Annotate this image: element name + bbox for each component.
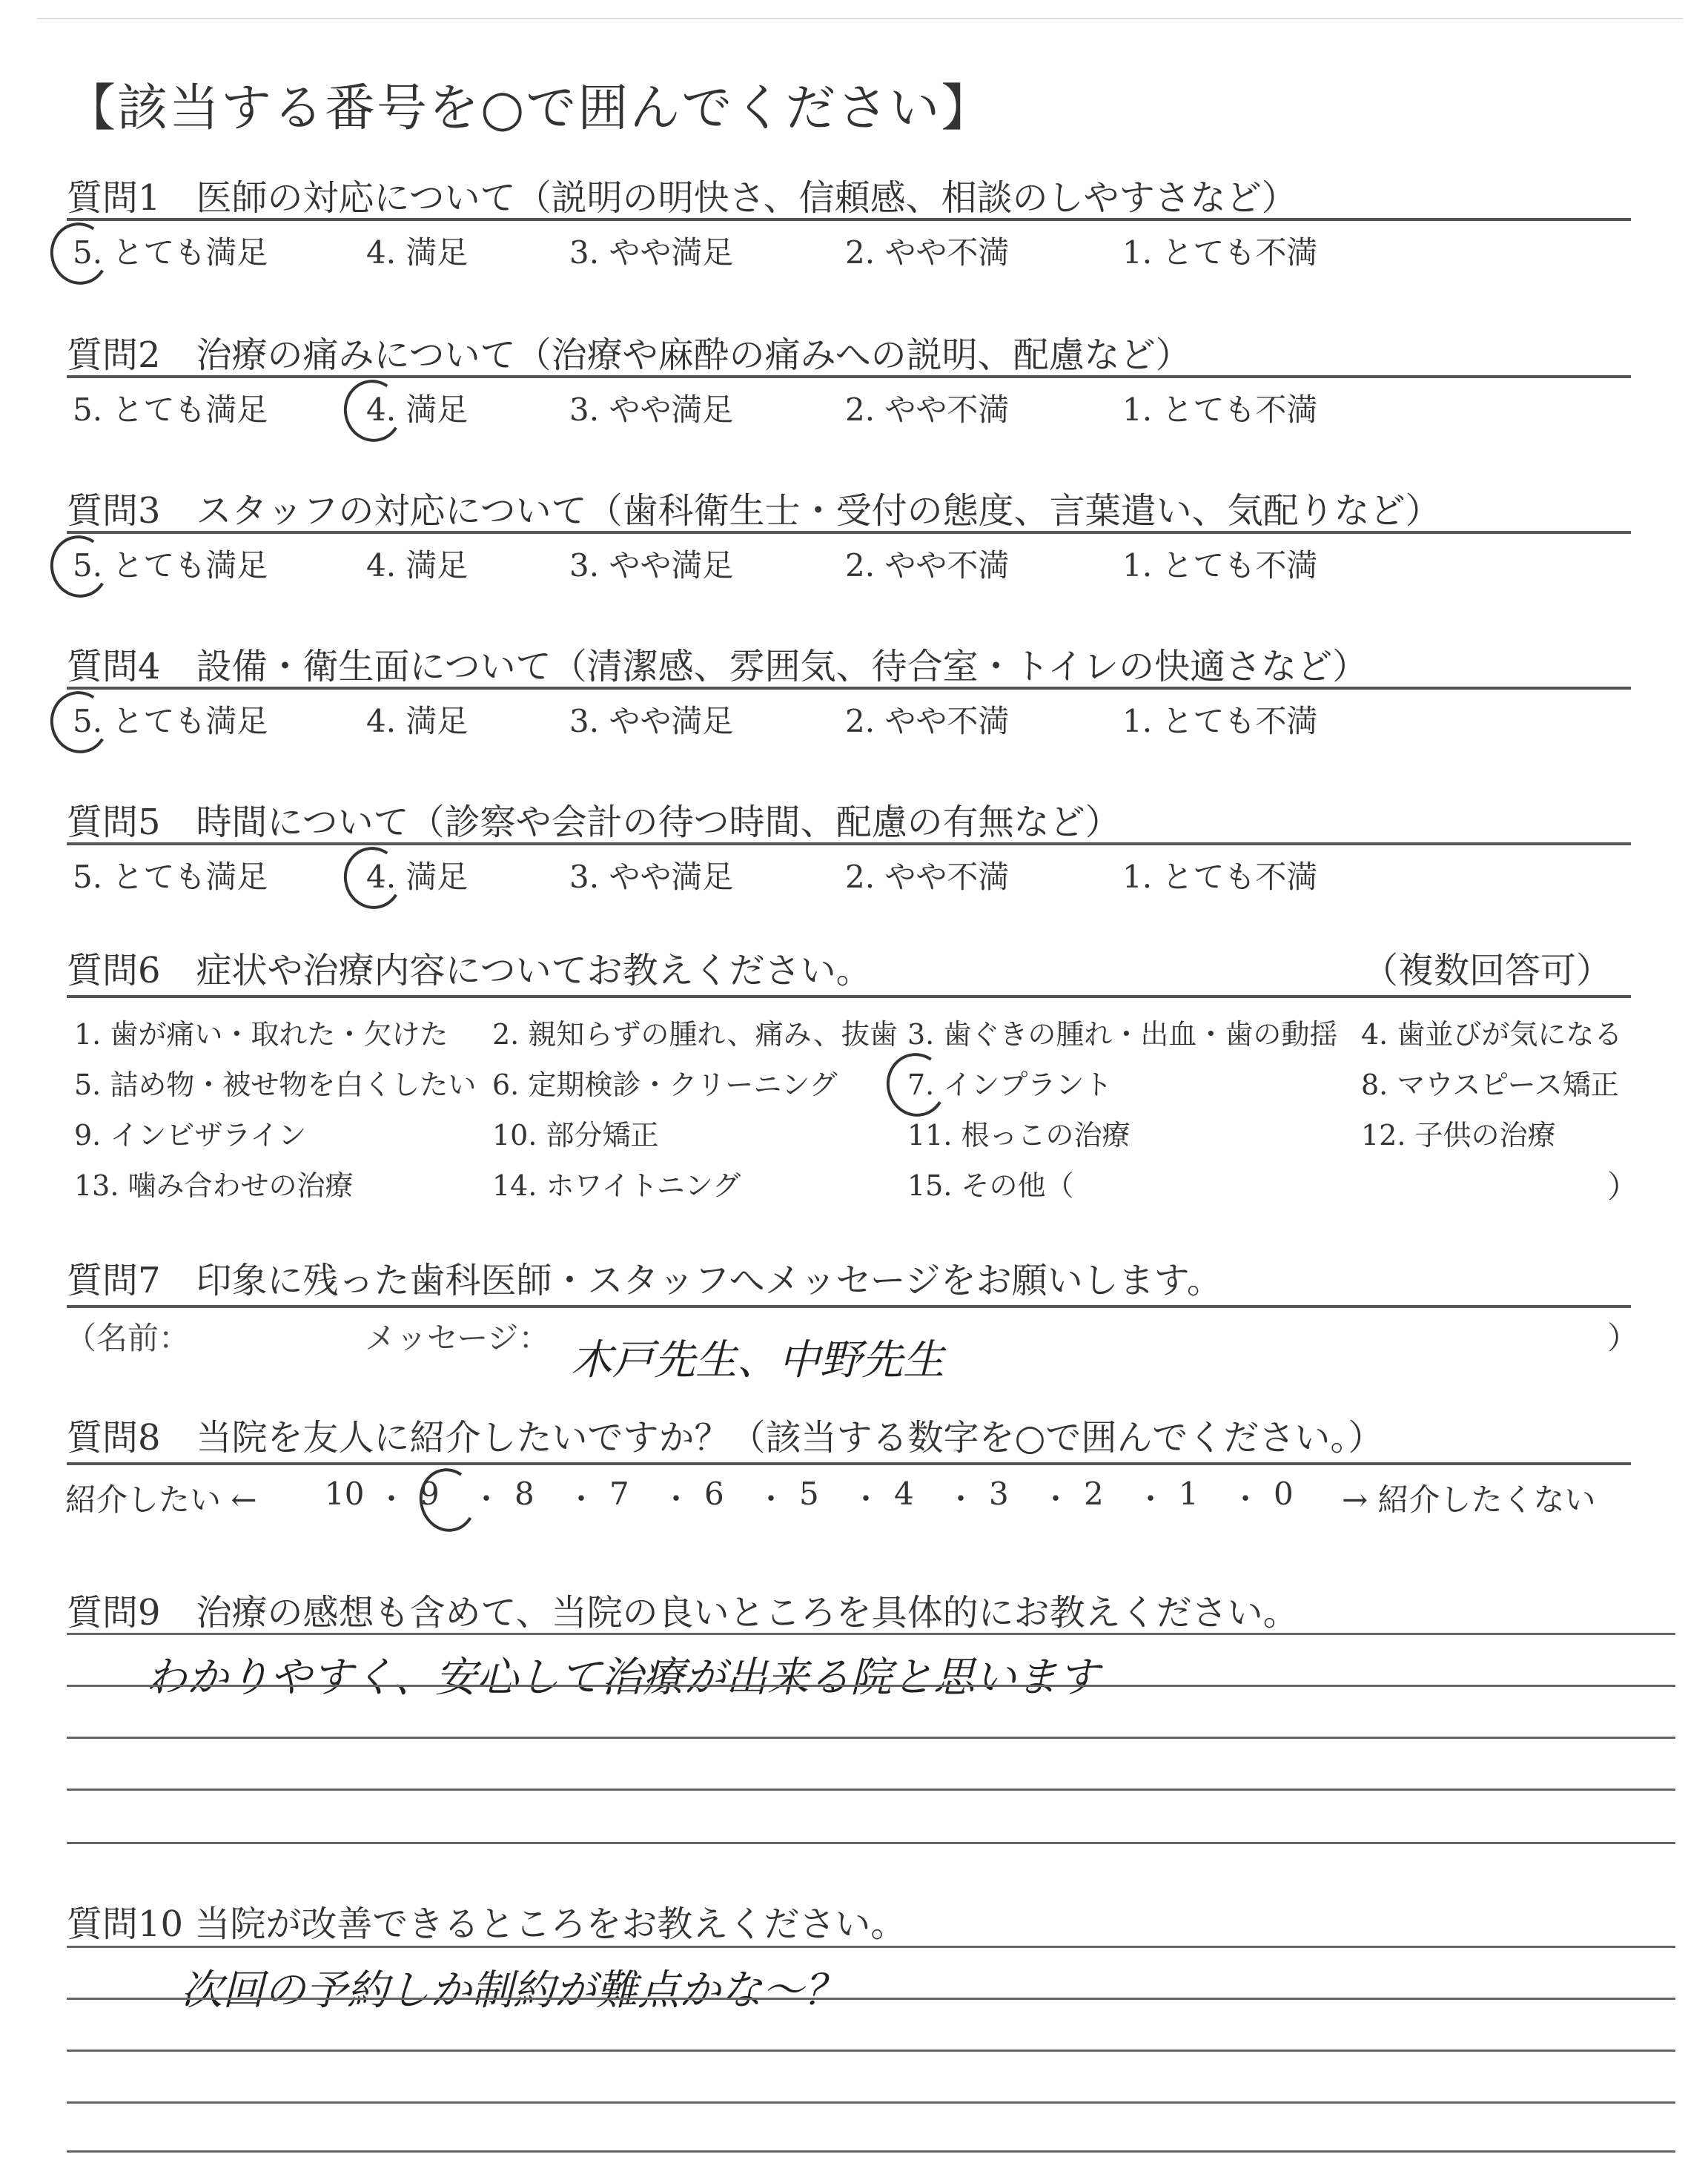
q10-line-4 xyxy=(67,2101,1675,2104)
q8-separator: ・ xyxy=(377,1482,406,1516)
q7-close-paren: ） xyxy=(1607,1320,1639,1356)
q8-separator: ・ xyxy=(851,1482,881,1516)
q6-item-8[interactable]: 8. マウスピース矯正 xyxy=(1361,1069,1619,1101)
q9-answer-handwritten: わかりやすく、安心して治療が出来る院と思います xyxy=(145,1654,1099,1702)
q4-option-2[interactable]: 2. やや不満 xyxy=(845,703,1010,739)
q8-separator: ・ xyxy=(471,1482,501,1516)
q6-item-2[interactable]: 2. 親知らずの腫れ、痛み、抜歯 xyxy=(492,1018,898,1051)
scan-top-edge xyxy=(37,18,1683,19)
q3-option-4[interactable]: 4. 満足 xyxy=(366,547,469,584)
q6-item-3[interactable]: 3. 歯ぐきの腫れ・出血・歯の動揺 xyxy=(907,1018,1338,1051)
q6-item-4[interactable]: 4. 歯並びが気になる xyxy=(1361,1018,1623,1051)
q6-item-1[interactable]: 1. 歯が痛い・取れた・欠けた xyxy=(74,1018,448,1051)
q8-rule xyxy=(67,1462,1631,1465)
q4-rule xyxy=(67,687,1631,690)
q10-line-3 xyxy=(67,2050,1675,2052)
q8-separator: ・ xyxy=(661,1482,691,1516)
q8-scale-1[interactable]: 1 xyxy=(1179,1476,1199,1512)
q1-option-5[interactable]: 5. とても満足 xyxy=(73,234,268,271)
q5-rule xyxy=(67,842,1631,845)
q6-note: （複数回答可） xyxy=(1363,950,1612,991)
q3-option-5[interactable]: 5. とても満足 xyxy=(73,547,268,584)
q3-option-2[interactable]: 2. やや不満 xyxy=(845,547,1010,584)
q10-line-1 xyxy=(67,1946,1675,1948)
q6-item-14[interactable]: 14. ホワイトニング xyxy=(492,1169,741,1202)
q9-line-1 xyxy=(67,1633,1675,1635)
q8-scale-0[interactable]: 0 xyxy=(1274,1476,1294,1512)
q8-separator: ・ xyxy=(946,1482,976,1516)
q5-option-5[interactable]: 5. とても満足 xyxy=(73,859,268,895)
q10-title: 質問10 当院が改善できるところをお教えください。 xyxy=(67,1903,907,1945)
q6-item-15[interactable]: 15. その他（ xyxy=(907,1169,1074,1202)
q4-option-5[interactable]: 5. とても満足 xyxy=(73,703,268,739)
q2-option-3[interactable]: 3. やや満足 xyxy=(569,392,734,428)
q6-item-6[interactable]: 6. 定期検診・クリーニング xyxy=(492,1069,838,1101)
q8-scale-2[interactable]: 2 xyxy=(1084,1476,1104,1512)
q9-title: 質問9 治療の感想も含めて、当院の良いところを具体的にお教えください。 xyxy=(67,1592,1299,1634)
q3-option-1[interactable]: 1. とても不満 xyxy=(1122,547,1318,584)
q2-option-5[interactable]: 5. とても満足 xyxy=(73,392,268,428)
q8-scale-4[interactable]: 4 xyxy=(894,1476,914,1512)
q1-option-1[interactable]: 1. とても不満 xyxy=(1122,234,1318,271)
q5-option-4[interactable]: 4. 満足 xyxy=(366,859,469,895)
q9-line-3 xyxy=(67,1737,1675,1739)
q4-option-3[interactable]: 3. やや満足 xyxy=(569,703,734,739)
q1-rule xyxy=(67,218,1631,221)
q7-name-label: （名前： xyxy=(65,1320,191,1356)
q6-item-11[interactable]: 11. 根っこの治療 xyxy=(907,1119,1131,1152)
q8-separator: ・ xyxy=(1041,1482,1070,1516)
q5-option-1[interactable]: 1. とても不満 xyxy=(1122,859,1318,895)
q4-option-1[interactable]: 1. とても不満 xyxy=(1122,703,1318,739)
q6-close-paren: ） xyxy=(1607,1169,1639,1205)
q8-scale-3[interactable]: 3 xyxy=(989,1476,1009,1512)
q6-rule xyxy=(67,995,1631,998)
q8-scale-7[interactable]: 7 xyxy=(609,1476,629,1512)
q7-message-handwritten: 木戸先生、中野先生 xyxy=(571,1336,944,1384)
q6-item-13[interactable]: 13. 噛み合わせの治療 xyxy=(74,1169,354,1202)
q8-separator: ・ xyxy=(1136,1482,1165,1516)
q5-title: 質問5 時間について（診察や会計の待つ時間、配慮の有無など） xyxy=(67,802,1121,843)
q1-title: 質問1 医師の対応について（説明の明快さ、信頼感、相談のしやすさなど） xyxy=(67,177,1297,219)
q3-rule xyxy=(67,531,1631,534)
q3-option-3[interactable]: 3. やや満足 xyxy=(569,547,734,584)
q1-option-2[interactable]: 2. やや不満 xyxy=(845,234,1010,271)
q10-line-5 xyxy=(67,2150,1675,2153)
q4-option-4[interactable]: 4. 満足 xyxy=(366,703,469,739)
q2-option-4[interactable]: 4. 満足 xyxy=(366,392,469,428)
q9-line-4 xyxy=(67,1789,1675,1791)
q9-line-5 xyxy=(67,1842,1675,1844)
q10-line-2 xyxy=(67,1998,1675,2000)
q1-option-3[interactable]: 3. やや満足 xyxy=(569,234,734,271)
q8-scale-5[interactable]: 5 xyxy=(799,1476,819,1512)
q5-option-2[interactable]: 2. やや不満 xyxy=(845,859,1010,895)
q8-scale-10[interactable]: 10 xyxy=(325,1476,365,1512)
q8-separator: ・ xyxy=(1231,1482,1260,1516)
q8-separator: ・ xyxy=(566,1482,596,1516)
q7-title: 質問7 印象に残った歯科医師・スタッフへメッセージをお願いします。 xyxy=(67,1260,1222,1301)
q6-item-7[interactable]: 7. インプラント xyxy=(907,1069,1113,1101)
q3-title: 質問3 スタッフの対応について（歯科衛生士・受付の態度、言葉遣い、気配りなど） xyxy=(67,490,1441,532)
q5-option-3[interactable]: 3. やや満足 xyxy=(569,859,734,895)
q6-item-10[interactable]: 10. 部分矯正 xyxy=(492,1119,659,1152)
q8-right-label: → 紹介したくない xyxy=(1342,1482,1596,1518)
q9-line-2 xyxy=(67,1685,1675,1687)
q8-scale-6[interactable]: 6 xyxy=(704,1476,724,1512)
q6-item-12[interactable]: 12. 子供の治療 xyxy=(1361,1119,1556,1152)
q8-title: 質問8 当院を友人に紹介したいですか？（該当する数字を○で囲んでください。） xyxy=(67,1417,1384,1459)
q6-selection-circle xyxy=(881,1048,952,1123)
q2-option-2[interactable]: 2. やや不満 xyxy=(845,392,1010,428)
q8-separator: ・ xyxy=(756,1482,786,1516)
q8-scale-8[interactable]: 8 xyxy=(514,1476,534,1512)
q2-option-1[interactable]: 1. とても不満 xyxy=(1122,392,1318,428)
q2-rule xyxy=(67,375,1631,378)
q8-left-label: 紹介したい ← xyxy=(65,1482,257,1518)
q4-title: 質問4 設備・衛生面について（清潔感、雰囲気、待合室・トイレの快適さなど） xyxy=(67,646,1368,687)
q6-item-9[interactable]: 9. インビザライン xyxy=(74,1119,307,1152)
q8-selection-circle xyxy=(414,1463,482,1537)
q8-scale-9[interactable]: 9 xyxy=(420,1476,440,1512)
q6-item-5[interactable]: 5. 詰め物・被せ物を白くしたい xyxy=(74,1069,477,1101)
q7-rule xyxy=(67,1305,1631,1308)
q6-title: 質問6 症状や治療内容についてお教えください。 xyxy=(67,950,872,991)
instruction-header: 【該当する番号を○で囲んでください】 xyxy=(65,79,993,138)
q1-option-4[interactable]: 4. 満足 xyxy=(366,234,469,271)
q7-message-label: メッセージ： xyxy=(365,1320,550,1356)
q2-title: 質問2 治療の痛みについて（治療や麻酔の痛みへの説明、配慮など） xyxy=(67,334,1191,376)
q10-answer-handwritten: 次回の予約しか制約が難点かな〜？ xyxy=(181,1966,845,2015)
